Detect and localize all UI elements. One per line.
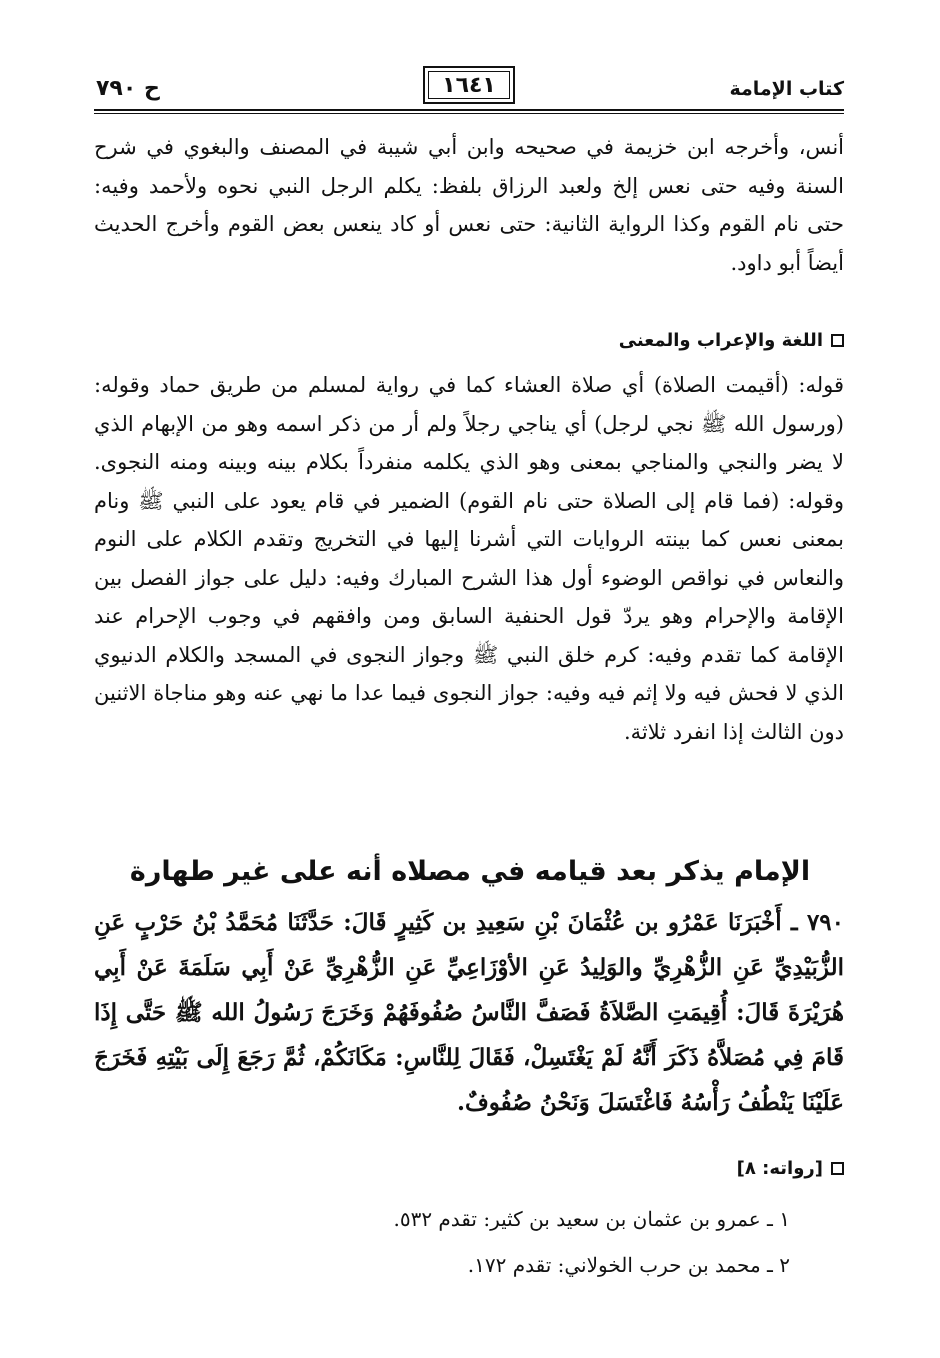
chapter-title: الإمام يذكر بعد قيامه في مصلاه أنه على غير طهارة bbox=[129, 856, 811, 887]
narrator-item: ٢ ـ محمد بن حرب الخولاني: تقدم ١٧٢. bbox=[467, 1253, 790, 1277]
section-heading-lugha bbox=[619, 330, 844, 351]
narrators-heading-text: [رواته: ٨] bbox=[736, 1158, 823, 1179]
page-number-frame bbox=[423, 66, 515, 104]
book-title: كتاب الإمامة bbox=[729, 78, 844, 100]
page-number: ١٦٤١ bbox=[442, 72, 496, 98]
header-rule-thin bbox=[94, 113, 844, 114]
hadith-text: ٧٩٠ ـ أَخْبَرَنَا عَمْرُو بن عُثْمَانَ بْنِ سَعِيدِ بن كَثِيرٍ قَالَ: حَدَّثَنَا مُحَمَّدُ بْنُ حَرْبٍ عَنِ الزُّبَيْدِيِّ عَنِ الزُّهْرِيِّ والوَلِيدُ عَنِ الأوْزَاعِيِّ عَنِ الزُّهْرِيِّ عَنْ أَبِي سَلَمَةَ عَنْ أَبِي هُرَيْرَةَ قَالَ: أُقِيمَتِ الصَّلاَةُ فَصَفَّ النَّاسُ صُفُوفَهُمْ وَخَرَجَ رَسُولُ الله ﷺ حَتَّى إِذَا قَامَ فِي مُصَلاَّهُ ذَكَرَ أَنَّهُ لَمْ يَغْتَسِلْ، فَقَالَ لِلنَّاسِ: مَكَانَكُمْ، ثُمَّ رَجَعَ إِلَى بَيْتِهِ فَخَرَجَ عَلَيْنَا يَنْطُفُ رَأْسُهُ فَاغْتَسَلَ وَنَحْنُ صُفُوفٌ. bbox=[94, 909, 844, 1116]
header-rule bbox=[94, 109, 844, 111]
square-bullet-icon bbox=[831, 334, 844, 347]
narrators-heading bbox=[737, 1158, 844, 1179]
section-heading-lugha-text: اللغة والإعراب والمعنى bbox=[618, 330, 823, 351]
narrator-item: ١ ـ عمرو بن عثمان بن سعيد بن كثير: تقدم ٥٣٢. bbox=[393, 1207, 790, 1231]
hadith-reference: ح ٧٩٠ bbox=[96, 76, 160, 101]
square-bullet-icon bbox=[831, 1162, 844, 1175]
takhrij-paragraph: أنس، وأخرجه ابن خزيمة في صحيحه وابن أبي شيبة في المصنف والبغوي في شرح السنة وفيه حتى نعس إلخ ولعبد الرزاق بلفظ: يكلم الرجل النبي نحوه ولأحمد وفيه: حتى نام القوم وكذا الرواية الثانية: حتى نعس أو كاد ينعس بعض القوم وأخرج الحديث أيضاً أبو داود. bbox=[94, 135, 844, 275]
lugha-paragraph: قوله: (أقيمت الصلاة) أي صلاة العشاء كما في رواية لمسلم من طريق حماد وقوله: (ورسول الله ﷺ نجي لرجل) أي يناجي رجلاً ولم أر من ذكر اسمه وهو من الإبهام الذي لا يضر والنجي والمناجي بمعنى وهو الذي يكلمه منفرداً بكلام بينه وبينه ومنه النجوى. وقوله: (فما قام إلى الصلاة حتى نام القوم) الضمير في قام يعود على النبي ﷺ ونام بمعنى نعس كما بينته الروايات التي أشرنا إليها في التخريج وتقدم الكلام على النوم والنعاس في نواقص الوضوء أول هذا الشرح المبارك وفيه: دليل على جواز الفصل بين الإقامة والإحرام وهو يردّ قول الحنفية السابق ومن وافقهم في وجوب الإحرام عند الإقامة كما تقدم وفيه: كرم خلق النبي ﷺ وجواز النجوى في المسجد والكلام الدنيوي الذي لا فحش فيه ولا إثم فيه وفيه: جواز النجوى فيما عدا ما نهي عنه وهو مناجاة الاثنين دون الثالث إذا انفرد ثلاثة. bbox=[94, 373, 844, 744]
